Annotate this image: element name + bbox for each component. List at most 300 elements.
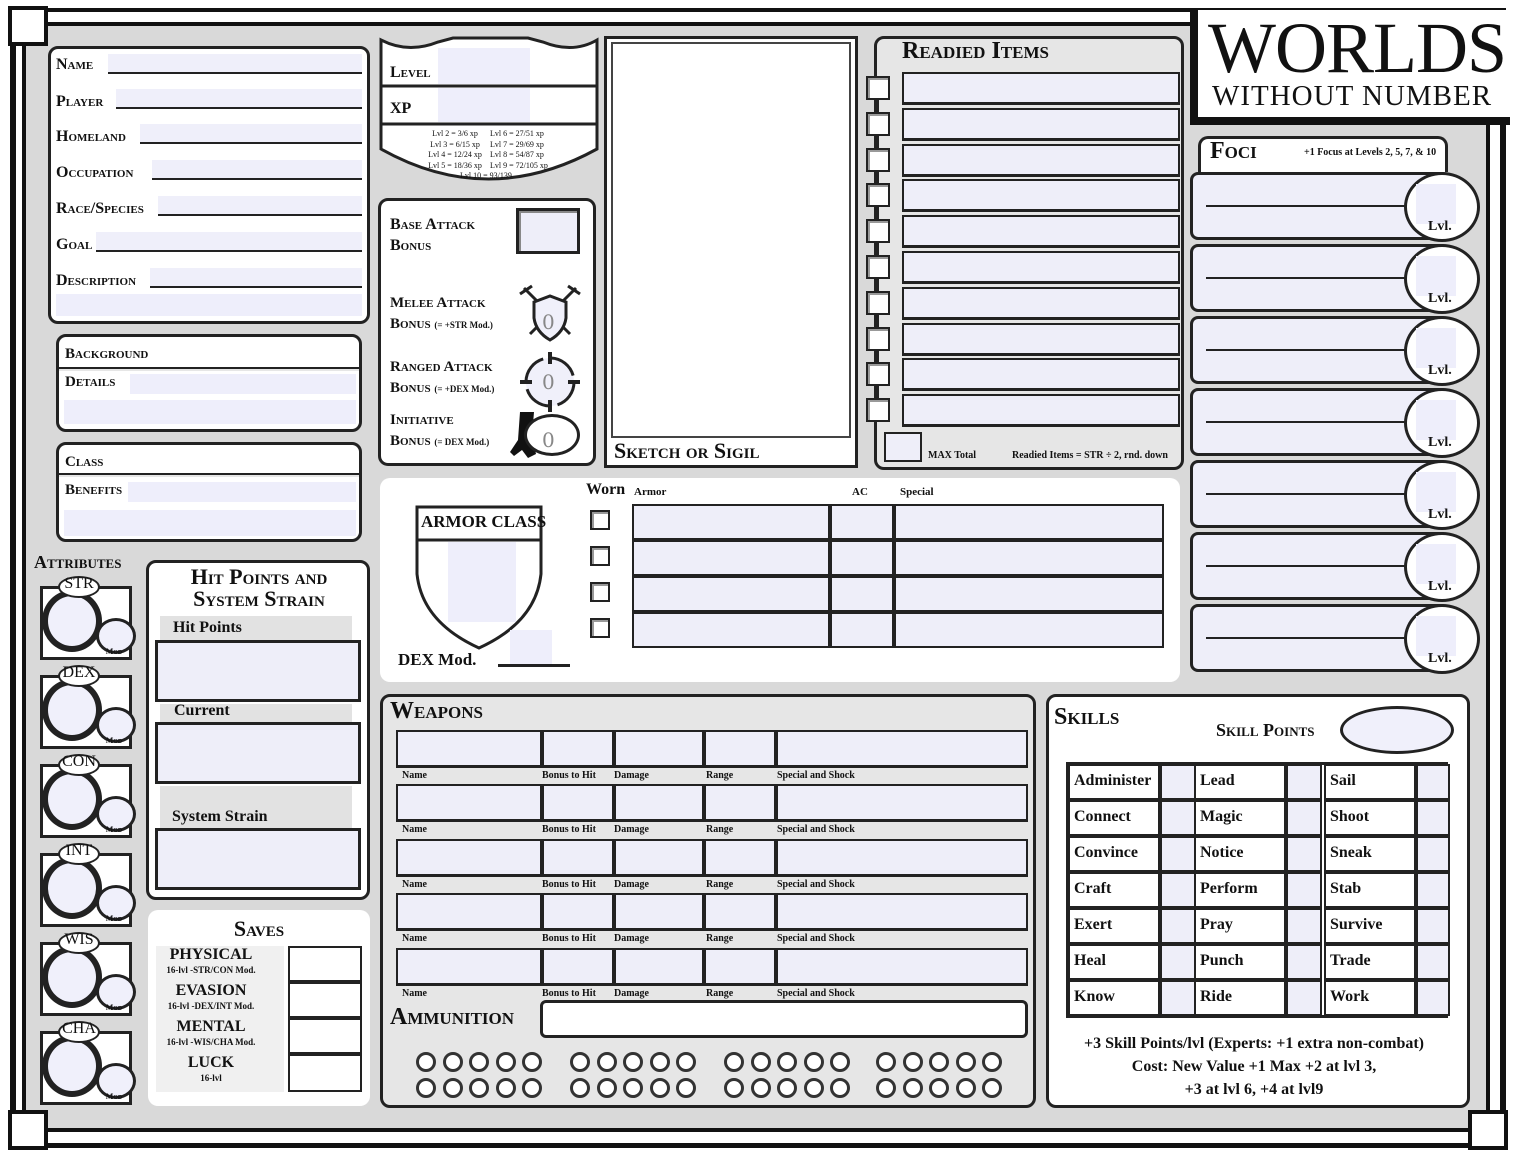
physical-save-label (158, 948, 264, 977)
armor-class-label: ARMOR CLASS (421, 512, 547, 531)
armor-col-ac: AC (852, 486, 868, 498)
weapon-col-name-label: Name (402, 878, 427, 890)
melee-attack-note: (= +STR Mod.) (434, 320, 493, 330)
ammunition-tracker-circle[interactable] (597, 1052, 617, 1072)
armor-ac-field[interactable] (830, 612, 894, 648)
initiative-label-line2: Bonus (390, 433, 431, 449)
frame-line-left (10, 8, 16, 1148)
attribute-mod-label: Mod (105, 1092, 123, 1101)
frame-line-right (1500, 8, 1506, 1148)
skill-name: Punch (1200, 952, 1244, 969)
readied-item-checkbox[interactable] (866, 183, 890, 207)
ammunition-tracker-circle[interactable] (496, 1052, 516, 1072)
weapon-name-field[interactable] (396, 839, 542, 877)
name-field[interactable] (108, 54, 362, 74)
skill-level-field[interactable] (1286, 944, 1322, 980)
ammunition-tracker-circle[interactable] (650, 1078, 670, 1098)
focus-divider (1206, 349, 1406, 351)
skill-level-field[interactable] (1416, 836, 1450, 872)
ammunition-tracker-circle[interactable] (982, 1078, 1002, 1098)
skill-level-field[interactable] (1160, 800, 1196, 836)
ammunition-tracker-circle[interactable] (676, 1078, 696, 1098)
description-field[interactable] (150, 268, 362, 288)
initiative-note: (= DEX Mod.) (434, 437, 490, 447)
title-line1: WORLDS (1208, 8, 1506, 88)
ammunition-tracker-circle[interactable] (830, 1078, 850, 1098)
attribute-score-circle[interactable] (42, 768, 102, 830)
skill-name: Perform (1200, 880, 1258, 897)
readied-item-field[interactable] (902, 215, 1180, 248)
weapon-range-field[interactable] (704, 730, 776, 768)
attribute-score-circle[interactable] (42, 857, 102, 919)
ammunition-tracker-circle[interactable] (804, 1052, 824, 1072)
weapon-damage-field[interactable] (614, 948, 704, 986)
skill-name: Magic (1200, 808, 1243, 825)
attribute-mod-label: Mod (105, 914, 123, 923)
readied-item-checkbox[interactable] (866, 327, 890, 351)
background-label: Background (65, 346, 149, 362)
attribute-score-circle[interactable] (42, 946, 102, 1008)
description-field-2[interactable] (56, 294, 362, 316)
xp-table-entry: Lvl 3 = 6/15 xp (430, 139, 480, 149)
ammunition-tracker-circle[interactable] (956, 1078, 976, 1098)
benefits-field[interactable] (128, 482, 356, 502)
race-field[interactable] (158, 196, 362, 216)
skills-footer-line1: +3 Skill Points/lvl (Experts: +1 extra non-combat) (1084, 1035, 1424, 1052)
dex-mod-underline (498, 664, 570, 667)
weapon-range-field[interactable] (704, 784, 776, 822)
weapon-name-field[interactable] (396, 948, 542, 986)
focus-divider (1206, 205, 1406, 207)
readied-item-field[interactable] (902, 144, 1180, 177)
focus-level-fill[interactable] (1416, 472, 1456, 512)
ammunition-tracker-circle[interactable] (570, 1078, 590, 1098)
weapon-col-special-label: Special and Shock (777, 933, 855, 945)
luck-save-field[interactable] (288, 1054, 362, 1092)
weapon-damage-field[interactable] (614, 839, 704, 877)
max-total-field[interactable] (884, 432, 922, 462)
skill-level-field[interactable] (1160, 944, 1196, 980)
details-field-2[interactable] (64, 400, 356, 424)
weapon-col-special-label: Special and Shock (777, 824, 855, 836)
attribute-mod-label: Mod (105, 1003, 123, 1012)
readied-item-field[interactable] (902, 358, 1180, 391)
skill-name: Connect (1074, 808, 1131, 825)
mental-save-label (158, 1020, 264, 1049)
weapon-col-damage-label: Damage (614, 933, 649, 945)
details-field[interactable] (130, 374, 356, 394)
xp-table-entry: Lvl 10 = 93/139 (460, 171, 512, 180)
weapon-col-special-label: Special and Shock (777, 770, 855, 781)
ammunition-tracker-circle[interactable] (623, 1078, 643, 1098)
skill-name: Ride (1200, 988, 1232, 1005)
focus-level-fill[interactable] (1416, 184, 1456, 224)
skill-level-field[interactable] (1160, 908, 1196, 944)
skill-name: Sail (1330, 772, 1356, 789)
evasion-save-name: EVASION (175, 982, 247, 999)
ammunition-tracker-circle[interactable] (676, 1052, 696, 1072)
ammunition-tracker-circle[interactable] (570, 1052, 590, 1072)
readied-item-checkbox[interactable] (866, 398, 890, 422)
ranged-attack-label-line1: Ranged Attack (390, 359, 493, 375)
attribute-mod-label: Mod (105, 647, 123, 656)
armor-special-field[interactable] (894, 504, 1164, 540)
armor-ac-field[interactable] (830, 504, 894, 540)
skill-level-field[interactable] (1160, 980, 1196, 1016)
attribute-name: DEX (62, 664, 96, 681)
ranged-attack-label (390, 357, 494, 400)
ammunition-tracker-circle[interactable] (597, 1078, 617, 1098)
physical-save-field[interactable] (288, 946, 362, 982)
race-label: Race/Species (56, 200, 144, 217)
skill-name: Know (1074, 988, 1115, 1005)
focus-level-fill[interactable] (1416, 256, 1456, 296)
skill-level-field[interactable] (1160, 836, 1196, 872)
weapon-col-hit-label: Bonus to Hit (542, 933, 596, 945)
attribute-score-circle[interactable] (42, 1035, 102, 1097)
armor-worn-checkbox[interactable] (590, 582, 610, 602)
armor-worn-checkbox[interactable] (590, 618, 610, 638)
ammunition-field[interactable] (540, 1000, 1028, 1038)
weapon-col-range-label: Range (706, 824, 734, 836)
homeland-label: Homeland (56, 128, 126, 145)
frame-corner-tl (8, 6, 48, 46)
skill-level-field[interactable] (1416, 908, 1450, 944)
xp-table-entry: Lvl 2 = 3/6 xp (432, 129, 478, 138)
weapon-special-field[interactable] (776, 893, 1028, 931)
focus-level-fill[interactable] (1416, 328, 1456, 368)
ammunition-tracker-circle[interactable] (929, 1052, 949, 1072)
ammunition-tracker-circle[interactable] (724, 1052, 744, 1072)
weapon-hit-field[interactable] (542, 893, 614, 931)
focus-divider (1206, 565, 1406, 567)
readied-item-field[interactable] (902, 72, 1180, 105)
focus-level-fill[interactable] (1416, 544, 1456, 584)
armor-ac-field[interactable] (830, 576, 894, 612)
weapon-col-hit-label: Bonus to Hit (542, 824, 596, 836)
hit-points-label: Hit Points (173, 619, 242, 636)
mental-save-field[interactable] (288, 1018, 362, 1054)
skill-name: Lead (1200, 772, 1235, 789)
weapon-col-special-label: Special and Shock (777, 987, 855, 999)
focus-level-label: Lvl. (1428, 435, 1452, 450)
luck-save-name: LUCK (187, 1054, 235, 1071)
system-strain-label: System Strain (172, 808, 268, 825)
weapon-col-range-label: Range (706, 987, 734, 999)
ammunition-tracker-circle[interactable] (469, 1052, 489, 1072)
skill-level-field[interactable] (1286, 980, 1322, 1016)
initiative-label-line1: Initiative (390, 412, 454, 428)
homeland-field[interactable] (140, 124, 362, 144)
hit-points-title-line1: Hit Points and (190, 564, 328, 589)
skill-points-field[interactable] (1340, 706, 1454, 754)
weapon-damage-field[interactable] (614, 893, 704, 931)
occupation-field[interactable] (152, 160, 362, 180)
weapon-range-field[interactable] (704, 839, 776, 877)
skill-level-field[interactable] (1286, 800, 1322, 836)
skill-name: Work (1330, 988, 1370, 1005)
ammunition-tracker-circle[interactable] (443, 1052, 463, 1072)
weapon-hit-field[interactable] (542, 839, 614, 877)
weapon-special-field[interactable] (776, 730, 1028, 768)
armor-worn-checkbox[interactable] (590, 510, 610, 530)
hit-points-title-line2: System Strain (193, 586, 325, 611)
ammunition-tracker-circle[interactable] (724, 1078, 744, 1098)
weapons-title: Weapons (390, 698, 483, 724)
weapon-col-name-label: Name (402, 824, 427, 836)
sketch-label: Sketch or Sigil (614, 438, 760, 463)
focus-level-label: Lvl. (1428, 363, 1452, 378)
armor-name-field[interactable] (632, 540, 830, 576)
attribute-name: CHA (62, 1020, 96, 1037)
ammunition-tracker-circle[interactable] (496, 1078, 516, 1098)
ammunition-tracker-circle[interactable] (777, 1078, 797, 1098)
attribute-name: STR (64, 575, 94, 592)
attribute-score-circle[interactable] (42, 590, 102, 652)
weapon-special-field[interactable] (776, 784, 1028, 822)
readied-item-field[interactable] (902, 179, 1180, 212)
saves-title: Saves (233, 916, 285, 941)
ammunition-tracker-circle[interactable] (623, 1052, 643, 1072)
ammunition-label: Ammunition (390, 1004, 515, 1030)
skill-name: Pray (1200, 916, 1233, 933)
frame-line-bottom (10, 1143, 1506, 1148)
weapon-damage-field[interactable] (614, 784, 704, 822)
skills-footer (1052, 1032, 1456, 1101)
weapon-range-field[interactable] (704, 948, 776, 986)
goal-field[interactable] (96, 232, 362, 252)
xp-table-entry: Lvl 4 = 12/24 xp (428, 150, 482, 159)
mental-save-note: 16-lvl -WIS/CHA Mod. (166, 1037, 256, 1047)
occupation-label: Occupation (56, 164, 134, 181)
evasion-save-note: 16-lvl -DEX/INT Mod. (167, 1001, 255, 1011)
xp-table-entry: Lvl 6 = 27/51 xp (490, 129, 544, 138)
initiative-label (390, 410, 489, 453)
skill-level-field[interactable] (1286, 764, 1322, 800)
melee-attack-label (390, 293, 493, 336)
xp-table-entry: Lvl 8 = 54/87 xp (490, 150, 544, 159)
frame-corner-br (1468, 1110, 1508, 1150)
ammunition-tracker-circle[interactable] (903, 1078, 923, 1098)
ammunition-tracker-circle[interactable] (522, 1078, 542, 1098)
skill-level-field[interactable] (1416, 872, 1450, 908)
physical-save-name: PHYSICAL (169, 946, 253, 963)
ranged-attack-label-line2: Bonus (390, 380, 431, 396)
readied-items-title: Readied Items (902, 38, 1049, 64)
weapon-special-field[interactable] (776, 839, 1028, 877)
skill-level-field[interactable] (1160, 872, 1196, 908)
readied-item-field[interactable] (902, 394, 1180, 427)
hit-points-field[interactable] (155, 640, 361, 702)
attribute-name: INT (65, 842, 93, 859)
armor-special-field[interactable] (894, 540, 1164, 576)
player-label: Player (56, 93, 104, 110)
xp-label: XP (390, 100, 412, 117)
readied-items-note: Readied Items = STR ÷ 2, rnd. down (1012, 450, 1168, 461)
weapon-name-field[interactable] (396, 730, 542, 768)
attributes-title: Attributes (34, 552, 122, 572)
armor-special-field[interactable] (894, 576, 1164, 612)
current-hp-field[interactable] (155, 722, 361, 784)
skill-level-field[interactable] (1160, 764, 1196, 800)
attribute-mod-label: Mod (105, 736, 123, 745)
ammunition-tracker-circle[interactable] (804, 1078, 824, 1098)
readied-item-checkbox[interactable] (866, 76, 890, 100)
armor-name-field[interactable] (632, 576, 830, 612)
xp-table-entry: Lvl 5 = 18/36 xp (428, 160, 482, 170)
focus-level-fill[interactable] (1416, 400, 1456, 440)
skill-level-field[interactable] (1416, 764, 1450, 800)
title-line2: WITHOUT NUMBER (1212, 80, 1493, 112)
weapon-col-hit-label: Bonus to Hit (542, 770, 596, 781)
weapon-col-name-label: Name (402, 770, 427, 781)
focus-divider (1206, 277, 1406, 279)
weapon-col-name-label: Name (402, 987, 427, 999)
weapon-special-field[interactable] (776, 948, 1028, 986)
base-attack-label-line2: Bonus (390, 237, 432, 254)
weapon-hit-field[interactable] (542, 784, 614, 822)
armor-col-special: Special (900, 486, 934, 498)
foci-title: Foci (1210, 138, 1257, 164)
skill-level-field[interactable] (1416, 944, 1450, 980)
readied-item-checkbox[interactable] (866, 362, 890, 386)
ammunition-tracker-circle[interactable] (751, 1078, 771, 1098)
ranged-attack-note: (= +DEX Mod.) (434, 384, 495, 394)
readied-item-checkbox[interactable] (866, 112, 890, 136)
skill-name: Sneak (1330, 844, 1372, 861)
ammunition-tracker-circle[interactable] (876, 1052, 896, 1072)
attribute-score-circle[interactable] (42, 679, 102, 741)
benefits-field-2[interactable] (64, 510, 356, 536)
ammunition-tracker-circle[interactable] (903, 1052, 923, 1072)
readied-item-checkbox[interactable] (866, 148, 890, 172)
attribute-name: CON (62, 753, 96, 770)
ammunition-tracker-circle[interactable] (443, 1078, 463, 1098)
xp-table (420, 129, 570, 171)
dex-mod-label: DEX Mod. (398, 650, 477, 669)
focus-level-fill[interactable] (1416, 616, 1456, 656)
focus-divider (1206, 637, 1406, 639)
weapon-name-field[interactable] (396, 784, 542, 822)
weapon-col-range-label: Range (706, 878, 734, 890)
readied-item-checkbox[interactable] (866, 291, 890, 315)
armor-ac-field[interactable] (830, 540, 894, 576)
initiative-value[interactable]: 0 (542, 428, 555, 452)
focus-divider (1206, 493, 1406, 495)
armor-col-armor: Armor (634, 486, 667, 498)
player-field[interactable] (116, 89, 362, 109)
skill-level-field[interactable] (1286, 908, 1322, 944)
readied-item-field[interactable] (902, 323, 1180, 356)
current-hp-label: Current (174, 702, 230, 719)
class-label-row (59, 445, 359, 475)
melee-attack-label-line1: Melee Attack (390, 295, 486, 311)
ammunition-tracker-circle[interactable] (876, 1078, 896, 1098)
ammunition-tracker-circle[interactable] (982, 1052, 1002, 1072)
readied-item-field[interactable] (902, 108, 1180, 141)
ranged-attack-value[interactable]: 0 (542, 370, 555, 394)
weapon-damage-field[interactable] (614, 730, 704, 768)
skill-name: Shoot (1330, 808, 1370, 825)
readied-item-field[interactable] (902, 287, 1180, 320)
weapon-col-damage-label: Damage (614, 824, 649, 836)
ammunition-tracker-circle[interactable] (650, 1052, 670, 1072)
armor-special-field[interactable] (894, 612, 1164, 648)
skill-level-field[interactable] (1416, 980, 1450, 1016)
focus-level-label: Lvl. (1428, 651, 1452, 666)
ammunition-tracker-circle[interactable] (416, 1078, 436, 1098)
readied-item-checkbox[interactable] (866, 255, 890, 279)
skill-level-field[interactable] (1416, 800, 1450, 836)
luck-save-label (158, 1056, 264, 1085)
system-strain-field[interactable] (155, 828, 361, 890)
focus-level-label: Lvl. (1428, 219, 1452, 234)
mental-save-name: MENTAL (176, 1018, 246, 1035)
ammunition-tracker-circle[interactable] (956, 1052, 976, 1072)
skill-name: Heal (1074, 952, 1106, 969)
readied-item-field[interactable] (902, 251, 1180, 284)
armor-name-field[interactable] (632, 504, 830, 540)
physical-save-note: 16-lvl -STR/CON Mod. (166, 965, 256, 975)
skill-name: Administer (1074, 772, 1152, 789)
ammunition-tracker-circle[interactable] (830, 1052, 850, 1072)
weapon-col-damage-label: Damage (614, 987, 649, 999)
weapon-col-name-label: Name (402, 933, 427, 945)
armor-worn-checkbox[interactable] (590, 546, 610, 566)
weapon-col-range-label: Range (706, 933, 734, 945)
weapon-name-field[interactable] (396, 893, 542, 931)
weapon-hit-field[interactable] (542, 948, 614, 986)
base-attack-label-line1: Base Attack (390, 216, 476, 233)
ammunition-tracker-circle[interactable] (751, 1052, 771, 1072)
goal-label: Goal (56, 236, 93, 253)
skills-footer-line3: +3 at lvl 6, +4 at lvl9 (1184, 1081, 1324, 1098)
armor-name-field[interactable] (632, 612, 830, 648)
ammunition-tracker-circle[interactable] (469, 1078, 489, 1098)
skill-name: Trade (1330, 952, 1371, 969)
name-label: Name (56, 56, 94, 73)
hit-points-title (150, 566, 368, 610)
base-attack-field[interactable] (516, 208, 580, 254)
weapon-hit-field[interactable] (542, 730, 614, 768)
readied-item-checkbox[interactable] (866, 219, 890, 243)
evasion-save-field[interactable] (288, 982, 362, 1018)
worn-label: Worn (586, 481, 626, 498)
melee-attack-label-line2: Bonus (390, 316, 431, 332)
focus-level-label: Lvl. (1428, 507, 1452, 522)
skill-level-field[interactable] (1286, 836, 1322, 872)
sketch-area[interactable] (611, 42, 851, 438)
focus-level-label: Lvl. (1428, 579, 1452, 594)
ammunition-tracker-circle[interactable] (522, 1052, 542, 1072)
skill-level-field[interactable] (1286, 872, 1322, 908)
foci-note: +1 Focus at Levels 2, 5, 7, & 10 (1304, 147, 1437, 158)
weapon-range-field[interactable] (704, 893, 776, 931)
skills-footer-line2: Cost: New Value +1 Max +2 at lvl 3, (1131, 1058, 1377, 1075)
luck-save-note: 16-lvl (200, 1073, 222, 1083)
ammunition-tracker-circle[interactable] (777, 1052, 797, 1072)
ammunition-tracker-circle[interactable] (929, 1078, 949, 1098)
skill-name: Stab (1330, 880, 1362, 897)
melee-attack-value[interactable]: 0 (542, 310, 555, 334)
base-attack-label (390, 214, 475, 256)
dex-mod-field[interactable] (510, 630, 552, 664)
ammunition-tracker-circle[interactable] (416, 1052, 436, 1072)
xp-table-entry: Lvl 7 = 29/69 xp (490, 139, 544, 149)
class-label: Class (65, 454, 104, 470)
weapon-col-damage-label: Damage (614, 878, 649, 890)
focus-level-label: Lvl. (1428, 291, 1452, 306)
